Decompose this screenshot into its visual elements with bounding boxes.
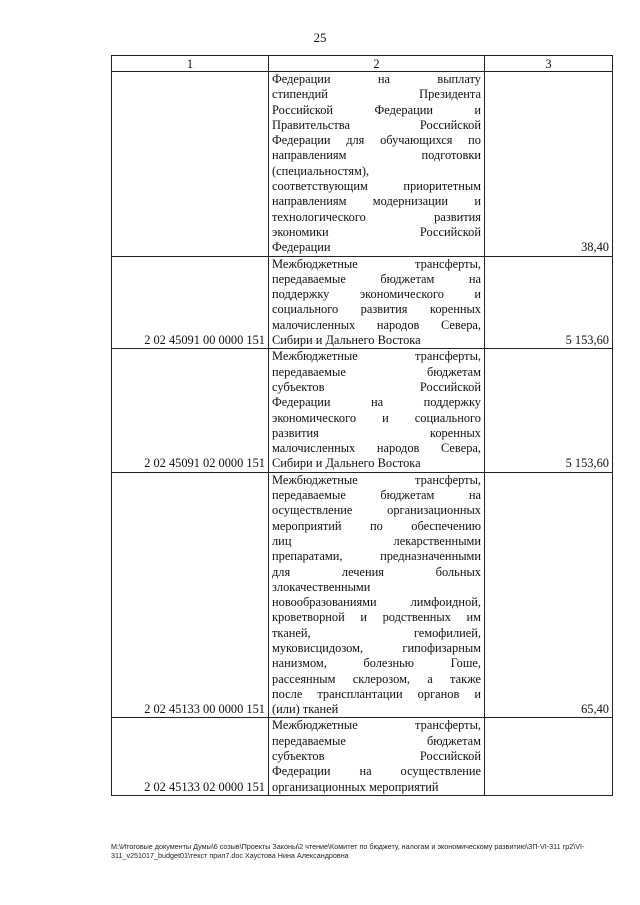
description-line: технологического развития xyxy=(272,209,481,224)
description-line: Федерации xyxy=(272,240,331,255)
table-body xyxy=(112,72,613,796)
description-line: нанизмом, болезнью Гоше, xyxy=(272,656,481,671)
description-line: передаваемые бюджетам на xyxy=(272,488,481,503)
column-header-3: 3 xyxy=(485,56,613,72)
column-header-2: 2 xyxy=(269,56,485,72)
description-line: направлениям модернизации и xyxy=(272,194,481,209)
table-row xyxy=(112,718,613,795)
description-cell xyxy=(269,72,485,257)
description-line: соответствующим приоритетным xyxy=(272,179,481,194)
description-line: осуществление организационных xyxy=(272,503,481,518)
description-line: Межбюджетные трансферты, xyxy=(272,349,481,364)
description-line: кроветворной и родственных им xyxy=(272,610,481,625)
description-line: развития коренных xyxy=(272,425,481,440)
amount-cell: 5 153,60 xyxy=(485,256,613,349)
description-line: для лечения больных xyxy=(272,564,481,579)
description-cell xyxy=(269,472,485,718)
table-row xyxy=(112,72,613,257)
description-line: тканей, гемофилией, xyxy=(272,625,481,640)
table-row xyxy=(112,349,613,472)
table-row xyxy=(112,472,613,718)
description-line: Российской Федерации и xyxy=(272,102,481,117)
description-line: Федерации для обучающихся по xyxy=(272,133,481,148)
budget-code-cell: 2 02 45133 02 0000 151 xyxy=(112,718,269,795)
budget-code-cell xyxy=(112,72,269,257)
amount-cell: 38,40 xyxy=(485,72,613,257)
description-cell xyxy=(269,349,485,472)
description-line: препаратами, предназначенными xyxy=(272,549,481,564)
document-footer-path: M:\Итоговые документы Думы\6 созыв\Проекты Законы\2 чтение\Комитет по бюджету, налогам и экономическому развитию\ЗП-VI-311 гр2\VI-311_v251017_budget01\текст прил7.doc Хаустова Нина Александровна xyxy=(111,842,585,860)
amount-cell xyxy=(485,718,613,795)
description-line: Межбюджетные трансферты, xyxy=(272,718,481,733)
description-line: Межбюджетные трансферты, xyxy=(272,256,481,271)
description-line: малочисленных народов Севера, xyxy=(272,441,481,456)
description-line: организационных мероприятий xyxy=(272,779,439,794)
description-line: (или) тканей xyxy=(272,702,339,717)
description-line: экономики Российской xyxy=(272,224,481,239)
description-line: субъектов Российской xyxy=(272,749,481,764)
description-line: Федерации на осуществление xyxy=(272,764,481,779)
description-line: муковисцидозом, гипофизарным xyxy=(272,640,481,655)
amount-cell: 65,40 xyxy=(485,472,613,718)
description-line: Федерации на поддержку xyxy=(272,395,481,410)
amount-cell: 5 153,60 xyxy=(485,349,613,472)
description-line: экономического и социального xyxy=(272,410,481,425)
description-line: злокачественными xyxy=(272,579,371,594)
description-line: Федерации на выплату xyxy=(272,72,481,86)
description-line: мероприятий по обеспечению xyxy=(272,518,481,533)
description-line: социального развития коренных xyxy=(272,302,481,317)
description-line: направлениям подготовки xyxy=(272,148,481,163)
description-line: лиц лекарственными xyxy=(272,533,481,548)
budget-code-cell: 2 02 45091 00 0000 151 xyxy=(112,256,269,349)
table-header-row xyxy=(112,56,613,72)
description-line: субъектов Российской xyxy=(272,379,481,394)
description-cell xyxy=(269,256,485,349)
budget-table xyxy=(111,55,613,796)
description-line: стипендий Президента xyxy=(272,87,481,102)
description-line: рассеянным склерозом, а также xyxy=(272,671,481,686)
description-line: Сибири и Дальнего Востока xyxy=(272,456,421,471)
description-line: передаваемые бюджетам xyxy=(272,733,481,748)
description-line: (специальностям), xyxy=(272,163,370,178)
budget-code-cell: 2 02 45091 02 0000 151 xyxy=(112,349,269,472)
description-line: Межбюджетные трансферты, xyxy=(272,472,481,487)
description-line: малочисленных народов Севера, xyxy=(272,317,481,332)
description-line: новообразованиями лимфоидной, xyxy=(272,595,481,610)
description-cell xyxy=(269,718,485,795)
page-number: 25 xyxy=(313,30,327,45)
description-line: после трансплантации органов и xyxy=(272,686,481,701)
budget-code-cell: 2 02 45133 00 0000 151 xyxy=(112,472,269,718)
description-line: передаваемые бюджетам xyxy=(272,364,481,379)
description-line: Правительства Российской xyxy=(272,117,481,132)
column-header-1: 1 xyxy=(112,56,269,72)
description-line: Сибири и Дальнего Востока xyxy=(272,333,421,348)
table-row xyxy=(112,256,613,349)
description-line: передаваемые бюджетам на xyxy=(272,271,481,286)
description-line: поддержку экономического и xyxy=(272,287,481,302)
